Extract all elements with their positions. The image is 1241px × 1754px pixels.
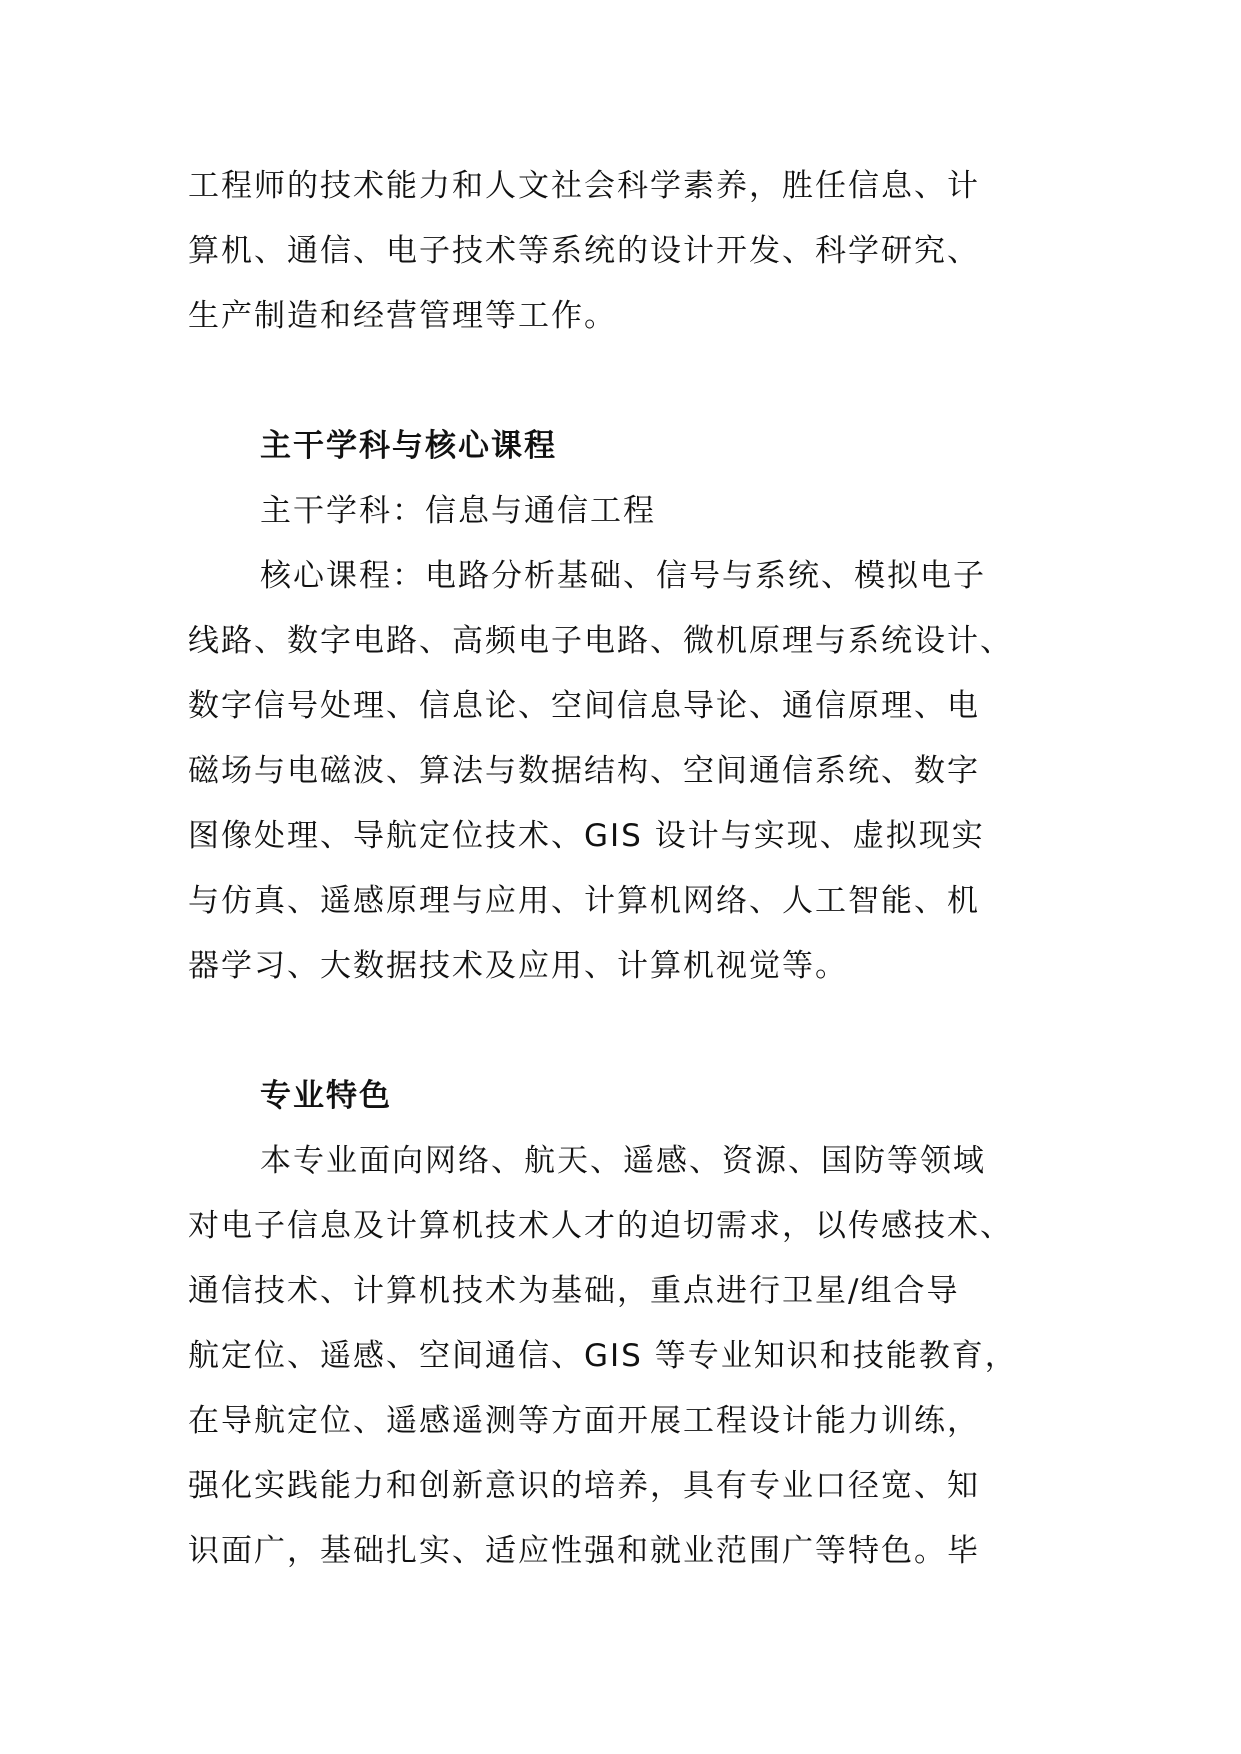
- core-courses-line-7: 器学习、大数据技术及应用、计算机视觉等。: [188, 948, 848, 984]
- core-courses-line-6: 与仿真、遥感原理与应用、计算机网络、人工智能、机: [188, 883, 980, 919]
- core-courses-line-2: 线路、数字电路、高频电子电路、微机原理与系统设计、: [188, 623, 1013, 659]
- paragraph-gap: [188, 349, 1078, 414]
- features-line-1: 本专业面向网络、航天、遥感、资源、国防等领域: [260, 1143, 986, 1179]
- features-line-6: 强化实践能力和创新意识的培养，具有专业口径宽、知: [188, 1468, 980, 1504]
- intro-line-2: 算机、通信、电子技术等系统的设计开发、科学研究、: [188, 233, 980, 269]
- features-line-2: 对电子信息及计算机技术人才的迫切需求，以传感技术、: [188, 1208, 1013, 1244]
- core-courses-line-1: 核心课程：电路分析基础、信号与系统、模拟电子: [260, 558, 986, 594]
- features-line-7: 识面广，基础扎实、适应性强和就业范围广等特色。毕: [188, 1533, 980, 1569]
- main-subject-line: 主干学科：信息与通信工程: [260, 493, 656, 529]
- intro-line-3: 生产制造和经营管理等工作。: [188, 298, 617, 334]
- document-body: [188, 154, 1078, 1584]
- core-courses-line-5: 图像处理、导航定位技术、GIS 设计与实现、虚拟现实: [188, 818, 985, 854]
- section-heading-features: 专业特色: [260, 1078, 392, 1114]
- features-line-5: 在导航定位、遥感遥测等方面开展工程设计能力训练，: [188, 1403, 980, 1439]
- intro-line-1: 工程师的技术能力和人文社会科学素养，胜任信息、计: [188, 168, 980, 204]
- features-line-4: 航定位、遥感、空间通信、GIS 等专业知识和技能教育，: [188, 1338, 1018, 1374]
- core-courses-line-3: 数字信号处理、信息论、空间信息导论、通信原理、电: [188, 688, 980, 724]
- section-heading-core: 主干学科与核心课程: [260, 428, 557, 464]
- features-line-3: 通信技术、计算机技术为基础，重点进行卫星/组合导: [188, 1273, 960, 1309]
- core-courses-line-4: 磁场与电磁波、算法与数据结构、空间通信系统、数字: [188, 753, 980, 789]
- paragraph-gap: [188, 999, 1078, 1064]
